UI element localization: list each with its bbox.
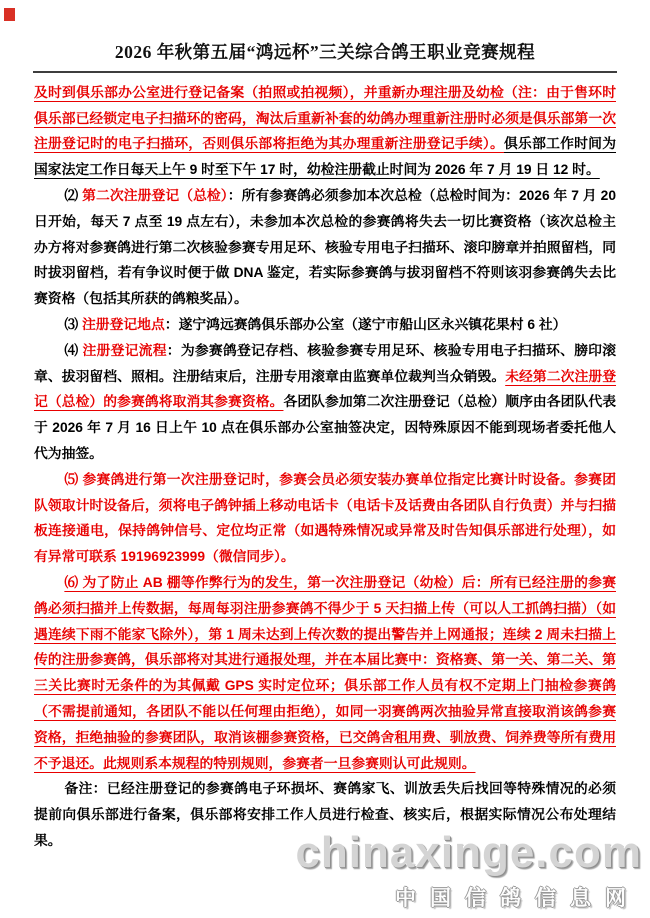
paragraph-item4 <box>34 338 616 467</box>
note-label: 备注： <box>64 781 107 797</box>
item4-body-before-text: ：为参赛鸽登记存档、核验参赛专用足环、核验专用电子扫描环、膀印滚章、拔羽留档、照相。注册结束后，注册专用滚章由监赛单位裁判当众销毁。 <box>34 342 617 384</box>
intro-red-underlined-text: 及时到俱乐部办公室进行登记备案（拍照或拍视频），并重新办理注册及幼检（注：由于售环时俱乐部已经锁定电子扫描环的密码，淘汰后重新补套的幼鸽办理重新注册时必须是俱乐部第一次注册登记时的电子扫描环，否则俱乐部将拒绝为其办理重新注册登记手续）。 <box>34 84 616 152</box>
paragraph-intro <box>34 80 616 183</box>
paragraph-item5 <box>34 467 616 570</box>
red-corner-mark <box>4 8 15 21</box>
item3-marker: ⑶ <box>64 317 82 333</box>
item4-heading: 注册登记流程 <box>82 342 167 358</box>
item2-body-text: ：所有参赛鸽必须参加本次总检（总检时间为：2026 年 7 月 20 日开始，每天 7 点至 19 点左右），未参加本次总检的参赛鸽将失去一切比赛资格（该次总检主办方将对参赛鸽进行第二次核验参赛专用足环、核验专用电子扫描环、滚印膀章并拍照留档，同时拔羽留档，若有争议时便于做 DNA 鉴定，若实际参赛鸽与拔羽留档不符则该羽参赛鸽失去比赛资格（包括其所获的鸽粮奖品）。 <box>34 188 616 307</box>
item2-marker: ⑵ <box>64 188 83 204</box>
item3-body-text: ：遂宁鸿远赛鸽俱乐部办公室（遂宁市船山区永兴镇花果村 6 社） <box>164 317 567 333</box>
page-title: 2026 年秋第五届“鸿远杯”三关综合鸽王职业竞赛规程 <box>114 42 536 62</box>
title-divider <box>33 71 617 73</box>
item4-body-after-text: 各团队参加第二次注册登记（总检）顺序由各团队代表于 2026 年 7 月 16 日上午 10 点在俱乐部办公室抽签决定，因特殊原因不能到现场者委托他人代为抽签。 <box>34 394 617 462</box>
item2-heading: 第二次注册登记（总检） <box>82 188 228 204</box>
intro-black-underlined-text: 俱乐部工作时间为国家法定工作日每天上午 9 时至下午 17 时，幼检注册截止时间为 2026 年 7 月 19 日 12 时。 <box>34 136 616 178</box>
item4-marker: ⑷ <box>64 342 83 358</box>
paragraph-item6 <box>34 570 616 776</box>
paragraph-item2 <box>34 183 616 312</box>
watermark-logo-text: chinaxinge.com <box>295 828 642 877</box>
watermark-site-name: 中国信鸽信息网 <box>395 887 640 910</box>
note-body-text: 已经注册登记的参赛鸽电子环损坏、赛鸽家飞、训放丢失后找回等特殊情况的必须提前向俱乐部进行备案，俱乐部将安排工作人员进行检查、核实后，根据实际情况公布处理结果。 <box>34 781 617 848</box>
paragraph-item3 <box>34 312 616 338</box>
item6-marker: ⑹ <box>64 575 83 591</box>
item3-heading: 注册登记地点 <box>82 317 165 333</box>
item4-red-underlined-text: 未经第二次注册登记（总检）的参赛鸽将取消其参赛资格。 <box>34 368 617 410</box>
document-body <box>34 80 616 854</box>
item5-body-text: 参赛鸽进行第一次注册登记时，参赛会员必须安装办赛单位指定比赛计时设备。参赛团队领取计时设备后，须将电子鸽钟插上移动电话卡（电话卡及话费由各团队自行负责）并与扫描板连接通电，保持鸽钟信号、定位均正常（如遇特殊情况或异常及时告知俱乐部进行处理），如有异常可联系 19196923999（微信同步）。 <box>34 471 616 565</box>
item6-body-text: 为了防止 AB 棚等作弊行为的发生，第一次注册登记（幼检）后：所有已经注册的参赛鸽必须扫描并上传数据，每周每羽注册参赛鸽不得少于 5 天扫描上传（可以人工抓鸽扫描）（如遇连续下雨不能家飞除外），第 1 周未达到上传次数的提出警告并上网通报；连续 2 周未扫描上传的注册参赛鸽，俱乐部将对其进行通报处理，并在本届比赛中：资格赛、第一关、第二关、第三关比赛时无条件的为其佩戴 GPS 实时定位环；俱乐部工作人员有权不定期上门抽检参赛鸽（不需提前通知，各团队不能以任何理由拒绝），如同一羽赛鸽两次抽验异常直接取消该鸽参赛资格，拒绝抽验的参赛团队，取消该棚参赛资格，已交鸽舍租用费、驯放费、饲养费等所有费用不予退还。此规则系本规程的特别规则，参赛者一旦参赛则认可此规则。 <box>34 575 616 771</box>
watermark <box>295 828 642 912</box>
item5-marker: ⑸ <box>64 471 83 487</box>
